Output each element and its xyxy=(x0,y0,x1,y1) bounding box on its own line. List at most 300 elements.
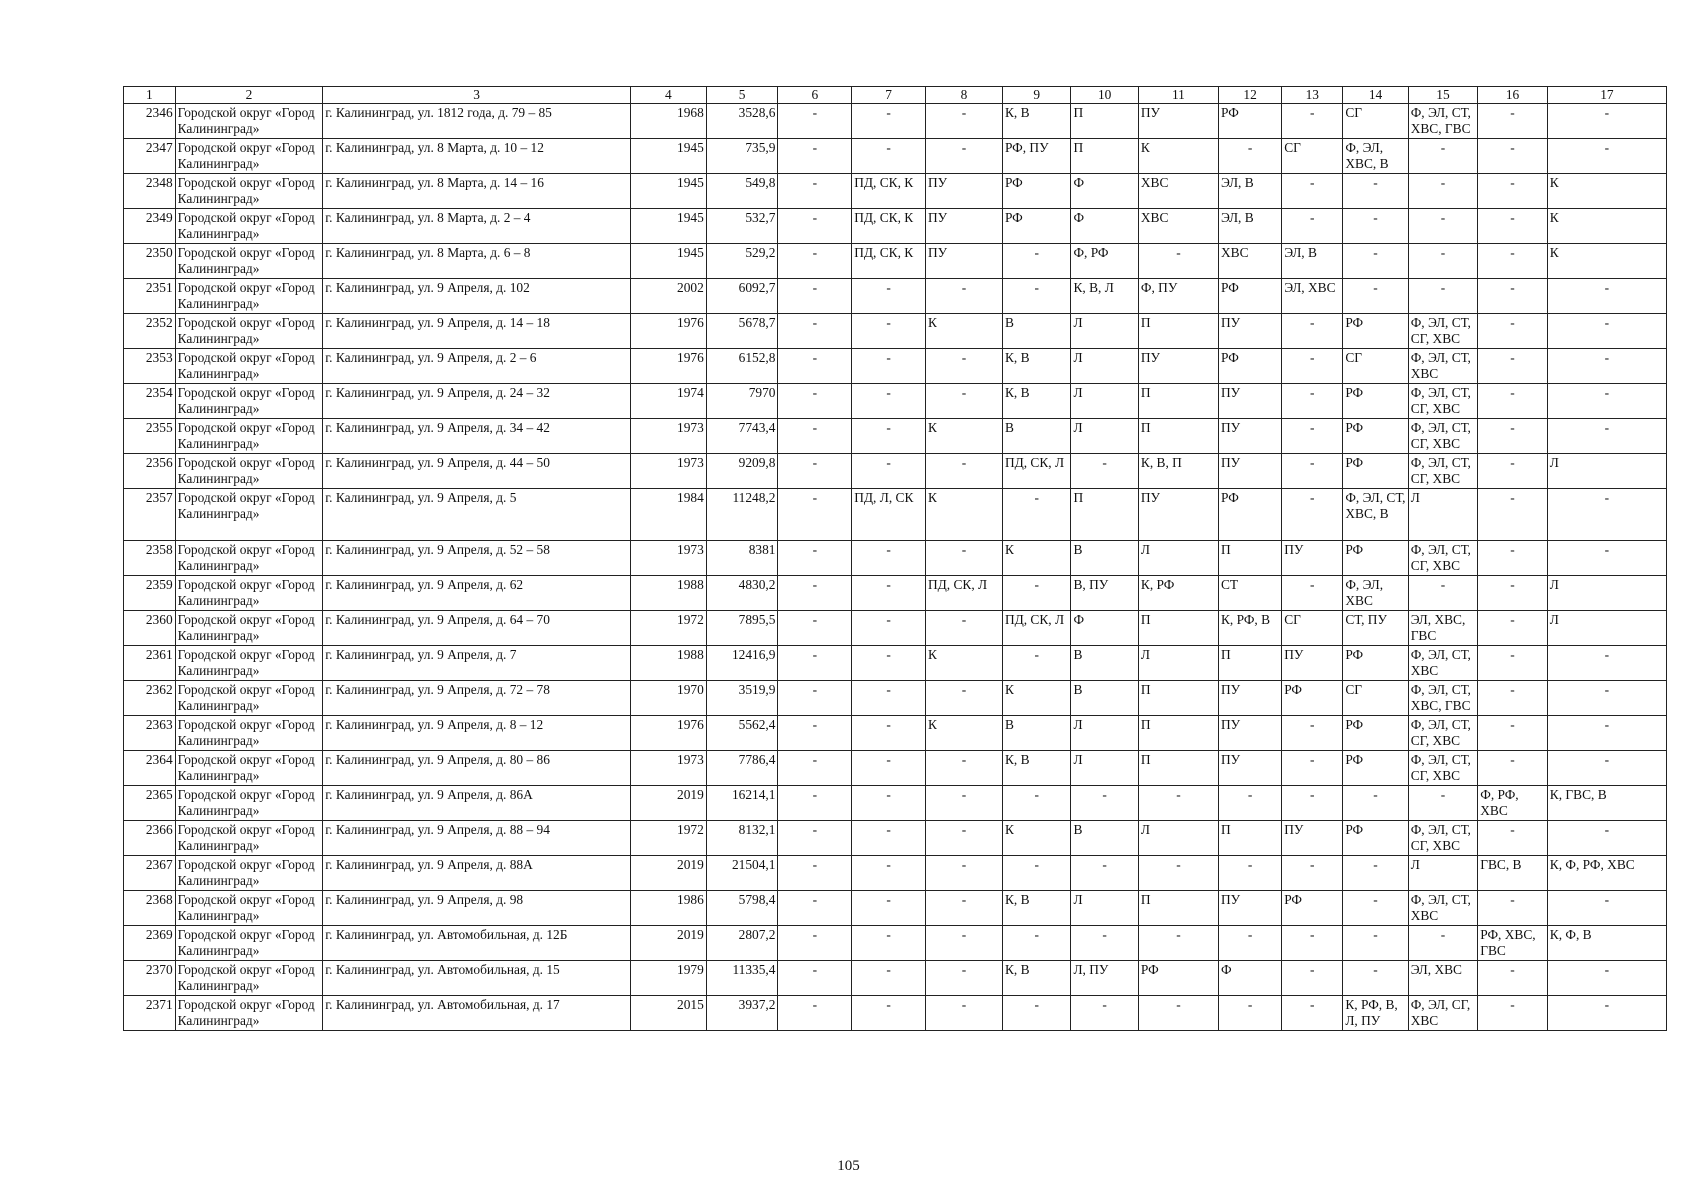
table-row xyxy=(124,384,1667,419)
register-sheet xyxy=(123,86,1667,1031)
cell-col-12: ПУ xyxy=(1218,384,1281,419)
cell-col-2: Городской округ «Город Калининград» xyxy=(175,209,323,244)
cell-col-2: Городской округ «Город Калининград» xyxy=(175,576,323,611)
cell-col-15: Ф, ЭЛ, СТ, СГ, ХВС xyxy=(1408,454,1478,489)
cell-col-9: - xyxy=(1002,926,1071,961)
cell-col-17: - xyxy=(1547,996,1666,1031)
cell-col-10: Л xyxy=(1071,751,1138,786)
cell-col-6: - xyxy=(778,576,852,611)
cell-col-6: - xyxy=(778,279,852,314)
cell-col-17: К, Ф, РФ, ХВС xyxy=(1547,856,1666,891)
cell-col-17: - xyxy=(1547,681,1666,716)
cell-col-13: - xyxy=(1282,961,1343,996)
column-number-row xyxy=(124,87,1667,104)
cell-col-17: К xyxy=(1547,244,1666,279)
cell-col-14: РФ xyxy=(1343,454,1408,489)
cell-col-5: 6092,7 xyxy=(706,279,778,314)
cell-col-4: 1945 xyxy=(630,209,706,244)
cell-col-7: - xyxy=(852,384,926,419)
cell-col-15: - xyxy=(1408,139,1478,174)
cell-col-17: Л xyxy=(1547,576,1666,611)
cell-col-3: г. Калининград, ул. 9 Апреля, д. 64 – 70 xyxy=(323,611,631,646)
cell-col-11: П xyxy=(1138,681,1218,716)
cell-col-12: ПУ xyxy=(1218,716,1281,751)
cell-col-16: РФ, ХВС, ГВС xyxy=(1478,926,1548,961)
cell-col-1: 2358 xyxy=(124,541,176,576)
cell-col-14: РФ xyxy=(1343,751,1408,786)
cell-col-15: Ф, ЭЛ, СТ, ХВС, ГВС xyxy=(1408,104,1478,139)
cell-col-3: г. Калининград, ул. 9 Апреля, д. 80 – 86 xyxy=(323,751,631,786)
cell-col-15: Ф, ЭЛ, СТ, СГ, ХВС xyxy=(1408,541,1478,576)
cell-col-14: - xyxy=(1343,786,1408,821)
cell-col-15: - xyxy=(1408,576,1478,611)
cell-col-8: ПУ xyxy=(926,244,1003,279)
cell-col-13: РФ xyxy=(1282,891,1343,926)
cell-col-2: Городской округ «Город Калининград» xyxy=(175,244,323,279)
cell-col-14: Ф, ЭЛ, ХВС, В xyxy=(1343,139,1408,174)
cell-col-7: - xyxy=(852,139,926,174)
cell-col-1: 2355 xyxy=(124,419,176,454)
cell-col-8: - xyxy=(926,384,1003,419)
cell-col-12: ПУ xyxy=(1218,681,1281,716)
cell-col-3: г. Калининград, ул. 9 Апреля, д. 102 xyxy=(323,279,631,314)
cell-col-9: - xyxy=(1002,279,1071,314)
cell-col-14: - xyxy=(1343,891,1408,926)
cell-col-5: 549,8 xyxy=(706,174,778,209)
cell-col-1: 2350 xyxy=(124,244,176,279)
cell-col-3: г. Калининград, ул. 8 Марта, д. 2 – 4 xyxy=(323,209,631,244)
cell-col-13: - xyxy=(1282,786,1343,821)
cell-col-7: ПД, СК, К xyxy=(852,174,926,209)
cell-col-11: К, РФ xyxy=(1138,576,1218,611)
cell-col-14: Ф, ЭЛ, ХВС xyxy=(1343,576,1408,611)
cell-col-7: - xyxy=(852,279,926,314)
cell-col-5: 12416,9 xyxy=(706,646,778,681)
cell-col-3: г. Калининград, ул. 8 Марта, д. 14 – 16 xyxy=(323,174,631,209)
cell-col-10: - xyxy=(1071,786,1138,821)
cell-col-12: ПУ xyxy=(1218,314,1281,349)
cell-col-5: 11335,4 xyxy=(706,961,778,996)
cell-col-17: К, ГВС, В xyxy=(1547,786,1666,821)
cell-col-3: г. Калининград, ул. 9 Апреля, д. 88А xyxy=(323,856,631,891)
cell-col-13: СГ xyxy=(1282,611,1343,646)
cell-col-2: Городской округ «Город Калининград» xyxy=(175,541,323,576)
cell-col-1: 2346 xyxy=(124,104,176,139)
cell-col-14: - xyxy=(1343,961,1408,996)
cell-col-11: - xyxy=(1138,786,1218,821)
cell-col-4: 1970 xyxy=(630,681,706,716)
cell-col-17: - xyxy=(1547,489,1666,541)
cell-col-5: 7970 xyxy=(706,384,778,419)
cell-col-9: К, В xyxy=(1002,751,1071,786)
table-body xyxy=(124,104,1667,1031)
table-row xyxy=(124,821,1667,856)
cell-col-9: - xyxy=(1002,856,1071,891)
cell-col-15: Ф, ЭЛ, СГ, ХВС xyxy=(1408,996,1478,1031)
cell-col-3: г. Калининград, ул. 9 Апреля, д. 34 – 42 xyxy=(323,419,631,454)
cell-col-13: - xyxy=(1282,996,1343,1031)
cell-col-5: 2807,2 xyxy=(706,926,778,961)
cell-col-10: - xyxy=(1071,856,1138,891)
cell-col-8: - xyxy=(926,821,1003,856)
cell-col-6: - xyxy=(778,139,852,174)
cell-col-11: ХВС xyxy=(1138,209,1218,244)
cell-col-17: К xyxy=(1547,174,1666,209)
cell-col-5: 21504,1 xyxy=(706,856,778,891)
table-row xyxy=(124,961,1667,996)
cell-col-10: Л xyxy=(1071,716,1138,751)
cell-col-11: П xyxy=(1138,751,1218,786)
cell-col-12: П xyxy=(1218,821,1281,856)
cell-col-6: - xyxy=(778,961,852,996)
cell-col-11: Л xyxy=(1138,821,1218,856)
column-header-17: 17 xyxy=(1547,87,1666,104)
cell-col-4: 1945 xyxy=(630,174,706,209)
cell-col-10: Л xyxy=(1071,419,1138,454)
cell-col-15: - xyxy=(1408,926,1478,961)
cell-col-4: 2002 xyxy=(630,279,706,314)
cell-col-14: СГ xyxy=(1343,681,1408,716)
cell-col-11: К, В, П xyxy=(1138,454,1218,489)
cell-col-9: - xyxy=(1002,646,1071,681)
table-row xyxy=(124,926,1667,961)
cell-col-15: Ф, ЭЛ, СТ, ХВС xyxy=(1408,349,1478,384)
cell-col-11: П xyxy=(1138,314,1218,349)
cell-col-7: - xyxy=(852,104,926,139)
cell-col-3: г. Калининград, ул. 9 Апреля, д. 5 xyxy=(323,489,631,541)
column-header-8: 8 xyxy=(926,87,1003,104)
cell-col-16: - xyxy=(1478,541,1548,576)
cell-col-8: - xyxy=(926,786,1003,821)
cell-col-14: Ф, ЭЛ, СТ, ХВС, В xyxy=(1343,489,1408,541)
cell-col-7: - xyxy=(852,576,926,611)
cell-col-5: 5798,4 xyxy=(706,891,778,926)
cell-col-17: - xyxy=(1547,104,1666,139)
cell-col-6: - xyxy=(778,349,852,384)
cell-col-16: - xyxy=(1478,384,1548,419)
cell-col-14: СТ, ПУ xyxy=(1343,611,1408,646)
table-row xyxy=(124,454,1667,489)
cell-col-6: - xyxy=(778,751,852,786)
cell-col-9: К, В xyxy=(1002,349,1071,384)
cell-col-5: 11248,2 xyxy=(706,489,778,541)
cell-col-1: 2366 xyxy=(124,821,176,856)
cell-col-1: 2348 xyxy=(124,174,176,209)
cell-col-8: - xyxy=(926,926,1003,961)
cell-col-7: - xyxy=(852,541,926,576)
cell-col-15: Ф, ЭЛ, СТ, ХВС xyxy=(1408,891,1478,926)
cell-col-9: РФ, ПУ xyxy=(1002,139,1071,174)
cell-col-4: 1973 xyxy=(630,419,706,454)
table-row xyxy=(124,681,1667,716)
column-header-14: 14 xyxy=(1343,87,1408,104)
cell-col-4: 1972 xyxy=(630,611,706,646)
cell-col-9: К, В xyxy=(1002,384,1071,419)
cell-col-1: 2357 xyxy=(124,489,176,541)
cell-col-6: - xyxy=(778,174,852,209)
cell-col-7: - xyxy=(852,349,926,384)
cell-col-5: 529,2 xyxy=(706,244,778,279)
cell-col-16: - xyxy=(1478,244,1548,279)
cell-col-11: - xyxy=(1138,926,1218,961)
cell-col-17: - xyxy=(1547,821,1666,856)
cell-col-4: 1976 xyxy=(630,716,706,751)
cell-col-3: г. Калининград, ул. 9 Апреля, д. 62 xyxy=(323,576,631,611)
cell-col-3: г. Калининград, ул. 9 Апреля, д. 8 – 12 xyxy=(323,716,631,751)
cell-col-10: Ф xyxy=(1071,611,1138,646)
cell-col-5: 532,7 xyxy=(706,209,778,244)
cell-col-6: - xyxy=(778,996,852,1031)
cell-col-12: ЭЛ, В xyxy=(1218,209,1281,244)
cell-col-2: Городской округ «Город Калининград» xyxy=(175,681,323,716)
table-row xyxy=(124,751,1667,786)
cell-col-9: К xyxy=(1002,821,1071,856)
cell-col-16: - xyxy=(1478,996,1548,1031)
cell-col-11: П xyxy=(1138,419,1218,454)
cell-col-13: - xyxy=(1282,349,1343,384)
table-row xyxy=(124,279,1667,314)
cell-col-11: П xyxy=(1138,891,1218,926)
cell-col-10: П xyxy=(1071,104,1138,139)
cell-col-12: СТ xyxy=(1218,576,1281,611)
cell-col-16: - xyxy=(1478,419,1548,454)
table-row xyxy=(124,996,1667,1031)
cell-col-9: В xyxy=(1002,419,1071,454)
cell-col-9: К xyxy=(1002,681,1071,716)
cell-col-16: Ф, РФ, ХВС xyxy=(1478,786,1548,821)
cell-col-10: К, В, Л xyxy=(1071,279,1138,314)
cell-col-16: - xyxy=(1478,646,1548,681)
column-header-16: 16 xyxy=(1478,87,1548,104)
table-row xyxy=(124,104,1667,139)
cell-col-9: К, В xyxy=(1002,891,1071,926)
cell-col-15: - xyxy=(1408,209,1478,244)
cell-col-12: - xyxy=(1218,856,1281,891)
cell-col-3: г. Калининград, ул. 9 Апреля, д. 52 – 58 xyxy=(323,541,631,576)
cell-col-3: г. Калининград, ул. 8 Марта, д. 10 – 12 xyxy=(323,139,631,174)
cell-col-12: - xyxy=(1218,926,1281,961)
cell-col-2: Городской округ «Город Калининград» xyxy=(175,489,323,541)
cell-col-9: - xyxy=(1002,244,1071,279)
cell-col-11: - xyxy=(1138,856,1218,891)
cell-col-2: Городской округ «Город Калининград» xyxy=(175,751,323,786)
column-header-3: 3 xyxy=(323,87,631,104)
cell-col-4: 1974 xyxy=(630,384,706,419)
cell-col-17: - xyxy=(1547,961,1666,996)
cell-col-13: ПУ xyxy=(1282,821,1343,856)
cell-col-16: ГВС, В xyxy=(1478,856,1548,891)
cell-col-13: ЭЛ, ХВС xyxy=(1282,279,1343,314)
cell-col-6: - xyxy=(778,104,852,139)
cell-col-17: К, Ф, В xyxy=(1547,926,1666,961)
cell-col-8: - xyxy=(926,751,1003,786)
cell-col-17: - xyxy=(1547,314,1666,349)
cell-col-11: - xyxy=(1138,996,1218,1031)
cell-col-14: - xyxy=(1343,209,1408,244)
cell-col-8: К xyxy=(926,489,1003,541)
cell-col-15: Ф, ЭЛ, СТ, ХВС xyxy=(1408,646,1478,681)
cell-col-5: 8132,1 xyxy=(706,821,778,856)
cell-col-11: ПУ xyxy=(1138,349,1218,384)
cell-col-14: СГ xyxy=(1343,104,1408,139)
cell-col-9: В xyxy=(1002,314,1071,349)
cell-col-5: 735,9 xyxy=(706,139,778,174)
cell-col-9: - xyxy=(1002,996,1071,1031)
cell-col-4: 1976 xyxy=(630,314,706,349)
cell-col-3: г. Калининград, ул. Автомобильная, д. 17 xyxy=(323,996,631,1031)
cell-col-5: 4830,2 xyxy=(706,576,778,611)
cell-col-6: - xyxy=(778,314,852,349)
cell-col-10: Л xyxy=(1071,891,1138,926)
cell-col-10: Л xyxy=(1071,349,1138,384)
cell-col-12: К, РФ, В xyxy=(1218,611,1281,646)
cell-col-15: - xyxy=(1408,174,1478,209)
cell-col-10: В, ПУ xyxy=(1071,576,1138,611)
cell-col-10: П xyxy=(1071,489,1138,541)
cell-col-1: 2362 xyxy=(124,681,176,716)
cell-col-3: г. Калининград, ул. 9 Апреля, д. 24 – 32 xyxy=(323,384,631,419)
cell-col-14: К, РФ, В, Л, ПУ xyxy=(1343,996,1408,1031)
cell-col-11: П xyxy=(1138,716,1218,751)
cell-col-7: - xyxy=(852,419,926,454)
cell-col-17: - xyxy=(1547,891,1666,926)
cell-col-15: Ф, ЭЛ, СТ, СГ, ХВС xyxy=(1408,419,1478,454)
cell-col-1: 2347 xyxy=(124,139,176,174)
column-header-1: 1 xyxy=(124,87,176,104)
table-row xyxy=(124,716,1667,751)
cell-col-4: 1973 xyxy=(630,454,706,489)
housing-register-table xyxy=(123,86,1667,1031)
cell-col-4: 1973 xyxy=(630,541,706,576)
cell-col-10: Ф xyxy=(1071,209,1138,244)
cell-col-3: г. Калининград, ул. 9 Апреля, д. 7 xyxy=(323,646,631,681)
cell-col-12: ПУ xyxy=(1218,891,1281,926)
table-row xyxy=(124,139,1667,174)
cell-col-13: ПУ xyxy=(1282,541,1343,576)
cell-col-9: - xyxy=(1002,489,1071,541)
cell-col-2: Городской округ «Город Калининград» xyxy=(175,856,323,891)
cell-col-1: 2360 xyxy=(124,611,176,646)
cell-col-17: - xyxy=(1547,541,1666,576)
cell-col-2: Городской округ «Город Калининград» xyxy=(175,104,323,139)
cell-col-10: Л xyxy=(1071,314,1138,349)
cell-col-2: Городской округ «Город Калининград» xyxy=(175,174,323,209)
cell-col-7: - xyxy=(852,891,926,926)
cell-col-1: 2354 xyxy=(124,384,176,419)
cell-col-14: РФ xyxy=(1343,384,1408,419)
table-row xyxy=(124,209,1667,244)
table-row xyxy=(124,244,1667,279)
column-header-5: 5 xyxy=(706,87,778,104)
cell-col-2: Городской округ «Город Калининград» xyxy=(175,139,323,174)
cell-col-16: - xyxy=(1478,576,1548,611)
cell-col-16: - xyxy=(1478,279,1548,314)
cell-col-1: 2352 xyxy=(124,314,176,349)
cell-col-17: - xyxy=(1547,349,1666,384)
cell-col-8: К xyxy=(926,716,1003,751)
column-header-10: 10 xyxy=(1071,87,1138,104)
cell-col-2: Городской округ «Город Калининград» xyxy=(175,314,323,349)
cell-col-10: В xyxy=(1071,646,1138,681)
cell-col-1: 2349 xyxy=(124,209,176,244)
cell-col-8: - xyxy=(926,961,1003,996)
cell-col-7: - xyxy=(852,996,926,1031)
cell-col-6: - xyxy=(778,786,852,821)
cell-col-13: СГ xyxy=(1282,139,1343,174)
cell-col-15: Ф, ЭЛ, СТ, СГ, ХВС xyxy=(1408,751,1478,786)
cell-col-8: К xyxy=(926,314,1003,349)
cell-col-3: г. Калининград, ул. 9 Апреля, д. 14 – 18 xyxy=(323,314,631,349)
cell-col-2: Городской округ «Город Калининград» xyxy=(175,716,323,751)
cell-col-10: П xyxy=(1071,139,1138,174)
cell-col-16: - xyxy=(1478,716,1548,751)
cell-col-8: - xyxy=(926,139,1003,174)
cell-col-8: - xyxy=(926,279,1003,314)
cell-col-6: - xyxy=(778,244,852,279)
cell-col-1: 2367 xyxy=(124,856,176,891)
cell-col-15: - xyxy=(1408,279,1478,314)
cell-col-13: - xyxy=(1282,489,1343,541)
cell-col-11: ХВС xyxy=(1138,174,1218,209)
cell-col-12: РФ xyxy=(1218,489,1281,541)
cell-col-6: - xyxy=(778,716,852,751)
cell-col-8: ПУ xyxy=(926,174,1003,209)
cell-col-7: - xyxy=(852,314,926,349)
cell-col-6: - xyxy=(778,856,852,891)
cell-col-17: - xyxy=(1547,646,1666,681)
cell-col-1: 2365 xyxy=(124,786,176,821)
cell-col-17: - xyxy=(1547,384,1666,419)
cell-col-4: 1973 xyxy=(630,751,706,786)
cell-col-5: 6152,8 xyxy=(706,349,778,384)
cell-col-15: Л xyxy=(1408,856,1478,891)
cell-col-7: ПД, Л, СК xyxy=(852,489,926,541)
cell-col-8: ПУ xyxy=(926,209,1003,244)
cell-col-13: - xyxy=(1282,104,1343,139)
cell-col-1: 2359 xyxy=(124,576,176,611)
cell-col-7: - xyxy=(852,454,926,489)
cell-col-7: - xyxy=(852,786,926,821)
cell-col-12: ПУ xyxy=(1218,454,1281,489)
table-row xyxy=(124,646,1667,681)
cell-col-12: РФ xyxy=(1218,349,1281,384)
table-row xyxy=(124,611,1667,646)
cell-col-6: - xyxy=(778,454,852,489)
cell-col-13: ПУ xyxy=(1282,646,1343,681)
cell-col-9: В xyxy=(1002,716,1071,751)
cell-col-9: К xyxy=(1002,541,1071,576)
cell-col-16: - xyxy=(1478,104,1548,139)
cell-col-3: г. Калининград, ул. 9 Апреля, д. 72 – 78 xyxy=(323,681,631,716)
cell-col-6: - xyxy=(778,209,852,244)
cell-col-6: - xyxy=(778,821,852,856)
cell-col-9: К, В xyxy=(1002,961,1071,996)
cell-col-1: 2363 xyxy=(124,716,176,751)
cell-col-7: - xyxy=(852,821,926,856)
column-header-11: 11 xyxy=(1138,87,1218,104)
cell-col-14: РФ xyxy=(1343,716,1408,751)
cell-col-4: 1972 xyxy=(630,821,706,856)
cell-col-8: - xyxy=(926,541,1003,576)
cell-col-1: 2356 xyxy=(124,454,176,489)
cell-col-5: 8381 xyxy=(706,541,778,576)
cell-col-15: Ф, ЭЛ, СТ, СГ, ХВС xyxy=(1408,821,1478,856)
cell-col-7: - xyxy=(852,611,926,646)
cell-col-4: 2019 xyxy=(630,926,706,961)
cell-col-4: 2019 xyxy=(630,856,706,891)
cell-col-16: - xyxy=(1478,454,1548,489)
cell-col-11: ПУ xyxy=(1138,104,1218,139)
